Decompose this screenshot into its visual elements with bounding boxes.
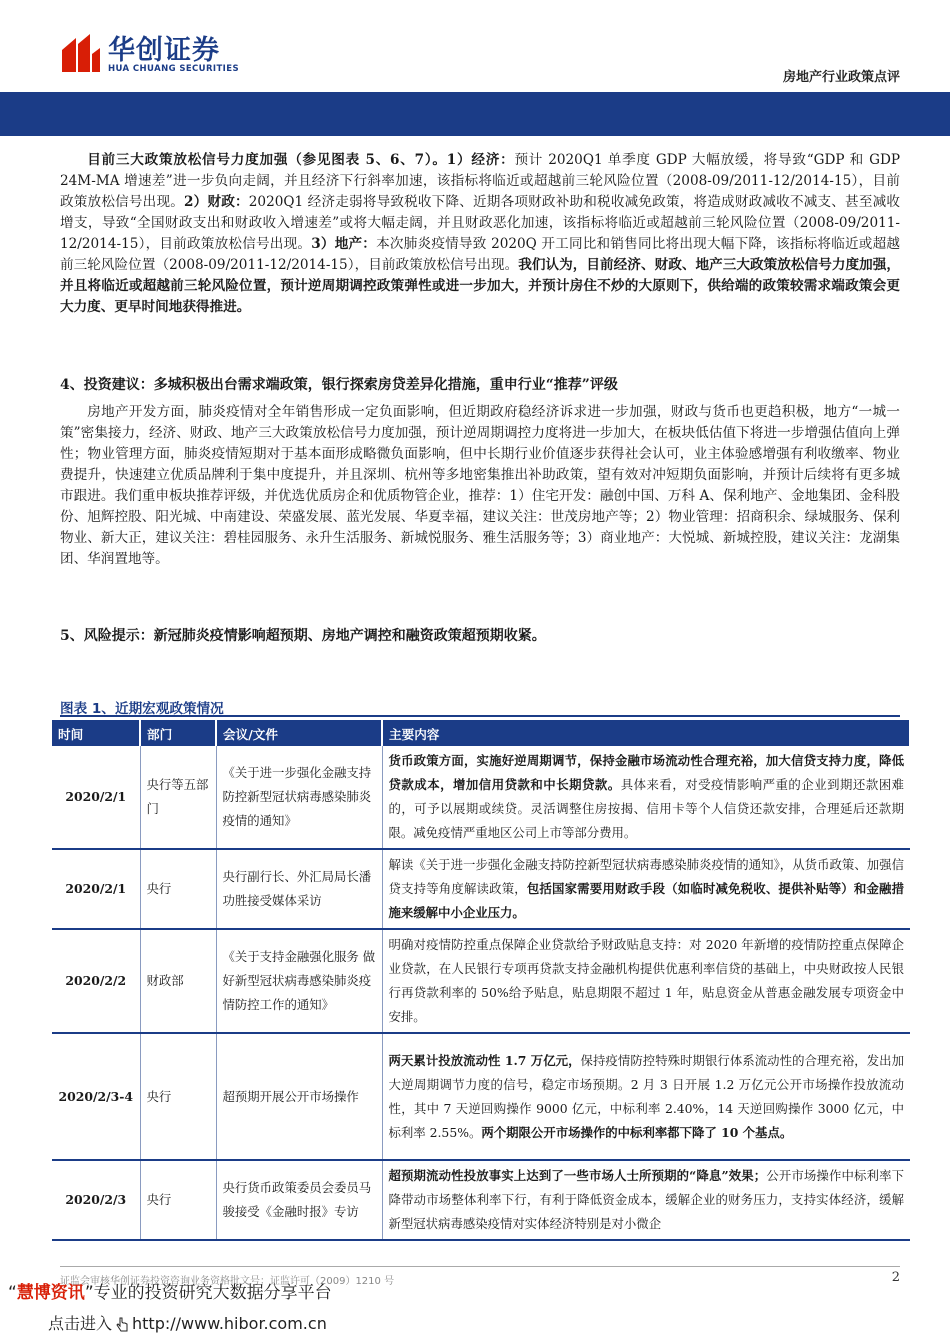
p1-s3: 2）财政： bbox=[184, 194, 249, 210]
footer-regulatory-note: 证监会审核华创证券投资咨询业务资格批文号：证监许可（2009）1210 号 bbox=[60, 1276, 395, 1287]
table-row bbox=[52, 1160, 910, 1240]
row-dept: 央行等五部门 bbox=[140, 746, 216, 849]
row-date: 2020/2/3-4 bbox=[52, 1033, 140, 1160]
table-title: 图表 1、近期宏观政策情况 bbox=[60, 697, 900, 717]
row-doc: 《关于支持金融强化服务 做好新型冠状病毒感染肺炎疫情防控工作的通知》 bbox=[216, 929, 382, 1033]
row-dept: 央行 bbox=[140, 1160, 216, 1240]
header-band bbox=[0, 92, 950, 136]
row-content: 明确对疫情防控重点保障企业贷款给予财政贴息支持：对 2020 年新增的疫情防控重点保障企业贷款，在人民银行专项再贷款支持金融机构提供优惠利率信贷的基础上，中央财政按人民银行再贷款利率的 50%给予贴息，贴息期限不超过 1 年，贴息资金从普惠金融发展专项资金中安排。 bbox=[382, 929, 910, 1033]
report-type: 房地产行业政策点评 bbox=[782, 70, 900, 85]
row-content-bold: 超预期流动性投放事实上达到了一些市场人士所预期的“降息”效果； bbox=[388, 1168, 767, 1183]
col-header-dept: 部门 bbox=[140, 720, 216, 746]
row-content-bold: 两天累计投放流动性 1.7 万亿元， bbox=[388, 1052, 581, 1068]
row-content bbox=[382, 1033, 910, 1160]
section-4-heading: 4、投资建议：多城积极出台需求端政策，银行探索房贷差异化措施，重申行业“推荐”评级 bbox=[60, 377, 618, 393]
page-header bbox=[0, 0, 950, 92]
row-content bbox=[382, 849, 910, 929]
row-content-text: 具体来看，对受疫情影响严重的企业到期还款困难的，可予以展期或续贷。灵活调整住房按揭、信用卡等个人信贷还款安排，合理延后还款期限。减免疫情严重地区公司上市等部分费用。 bbox=[388, 777, 905, 840]
row-dept: 央行 bbox=[140, 849, 216, 929]
row-date: 2020/2/1 bbox=[52, 849, 140, 929]
col-header-date: 时间 bbox=[52, 720, 140, 746]
row-content-bold: 货币政策方面，实施好逆周期调节，保持金融市场流动性合理充裕，加大信贷支持力度，降低贷款成本，增加信用贷款和中长期贷款。 bbox=[388, 753, 904, 792]
table-header-row bbox=[52, 720, 910, 746]
row-date: 2020/2/2 bbox=[52, 929, 140, 1033]
col-header-doc: 会议/文件 bbox=[216, 720, 382, 746]
policy-table bbox=[52, 720, 911, 1241]
row-content bbox=[382, 746, 910, 849]
p1-s5: 3）地产： bbox=[311, 236, 377, 252]
page-number: 2 bbox=[891, 1270, 900, 1285]
logo-text-en: HUA CHUANG SECURITIES bbox=[108, 64, 239, 74]
p1-s2: 预计 2020Q1 单季度 GDP 大幅放缓，将导致“GDP 和 GDP 24M-MA 增速差”进一步负向走阔，并且经济下行斜率加速，该指标将临近或超越前三轮风险位置（2008-09/2011-12/2014-15），目前政策放松信号出现。 bbox=[60, 152, 901, 210]
table-row bbox=[52, 746, 910, 849]
row-date: 2020/2/1 bbox=[52, 746, 140, 849]
row-dept: 央行 bbox=[140, 1033, 216, 1160]
row-dept: 财政部 bbox=[140, 929, 216, 1033]
col-header-content: 主要内容 bbox=[382, 720, 910, 746]
row-doc: 《关于进一步强化金融支持防控新型冠状病毒感染肺炎疫情的通知》 bbox=[216, 746, 382, 849]
table-row bbox=[52, 1033, 910, 1160]
footer-divider bbox=[60, 1266, 900, 1267]
wm-url-link[interactable]: http://www.hibor.com.cn bbox=[132, 1314, 327, 1333]
row-content-text: 公开市场操作中标利率下降带动市场整体利率下行，有利于降低资金成本，缓解企业的财务压力，支持实体经济，缓解新型冠状病毒感染疫情对实体经济特别是对小微企 bbox=[388, 1168, 904, 1231]
wm-prefix: 点击进入 bbox=[48, 1314, 113, 1333]
row-date: 2020/2/3 bbox=[52, 1160, 140, 1240]
p1-s7: 我们认为，目前经济、财政、地产三大政策放松信号力度加强，并且将临近或超越前三轮风险位置，预计逆周期调控政策弹性或进一步加大，并预计房住不炒的大原则下，供给端的政策较需求端政策会更大力度、更早时间地获得推进。 bbox=[60, 257, 900, 315]
table-row bbox=[52, 929, 910, 1033]
wm-tagline: 专业的投资研究大数据分享平台 bbox=[93, 1283, 332, 1303]
row-content-bold: 包括国家需要用财政手段（如临时减免税收、提供补贴等）和金融措施来缓解中小企业压力。 bbox=[388, 881, 905, 920]
section-5-heading: 5、风险提示：新冠肺炎疫情影响超预期、房地产调控和融资政策超预期收紧。 bbox=[60, 628, 546, 644]
logo-mark-icon bbox=[60, 30, 102, 76]
wm-brand: 慧博资讯 bbox=[16, 1283, 85, 1303]
wm-quote-close: ” bbox=[84, 1283, 94, 1303]
wm-quote-open: “ bbox=[8, 1283, 17, 1303]
p1-s6: 本次肺炎疫情导致 2020Q 开工同比和销售同比将出现大幅下降，该指标将临近或超越前三轮风险位置（2008-09/2011-12/2014-15），目前政策放松信号出现。 bbox=[60, 236, 900, 273]
watermark-line-1 bbox=[8, 1278, 332, 1303]
row-content-text: 解读《关于进一步强化金融支持防控新型冠状病毒感染肺炎疫情的通知》，从货币政策、加强信贷支持等角度解读政策， bbox=[388, 857, 904, 896]
section-4-body: 房地产开发方面，肺炎疫情对全年销售形成一定负面影响，但近期政府稳经济诉求进一步加强，财政与货币也更趋积极，地方“一城一策”密集接力，经济、财政、地产三大政策放松信号力度加强，预计逆周期调控力度将进一步加大，在板块低估值下将进一步增强估值向上弹性；物业管理方面，肺炎疫情短期对于基本面形成略微负面影响，但中长期行业价值逐步获得社会认可，业主体验感增强有利收缴率、物业费提升，快速建立优质品牌利于集中度提升，并且深圳、杭州等多地密集推出补助政策，望有效对冲短期负面影响，并预计后续将有更多城市跟进。我们重申板块推荐评级，并优选优质房企和优质物管企业，推荐：1）住宅开发：融创中国、万科 A、保利地产、金地集团、金科股份、旭辉控股、阳光城、中南建设、荣盛发展、蓝光发展、华夏幸福，建议关注：世茂房地产等；2）物业管理：招商积余、绿城服务、保利物业、新大正，建议关注：碧桂园服务、永升生活服务、新城悦服务、雅生活服务等；3）商业地产：大悦城、新城控股，建议关注：龙湖集团、华润置地等。 bbox=[60, 404, 900, 567]
table-row bbox=[52, 849, 910, 929]
p1-s1: 目前三大政策放松信号力度加强（参见图表 5、6、7）。1）经济： bbox=[87, 152, 515, 168]
paragraph-policy-signals bbox=[60, 150, 900, 318]
logo-text-cn: 华创证券 bbox=[108, 35, 220, 66]
row-content-text: 保持疫情防控特殊时期银行体系流动性的合理充裕，发出加大逆周期调节力度的信号，稳定市场预期。2 月 3 日开展 1.2 万亿元公开市场操作投放流动性，其中 7 天逆回购操作 9000 亿元，中标利率 2.40%，14 天逆回购操作 3000 亿元，中标利率 2.55%。 bbox=[388, 1052, 905, 1140]
row-content-bold-2: 两个期限公开市场操作的中标利率都下降了 10 个基点。 bbox=[481, 1124, 793, 1140]
hand-cursor-icon bbox=[116, 1317, 128, 1333]
p1-s4: 2020Q1 经济走弱将导致税收下降、近期各项财政补助和税收减免政策，将造成财政减收不减支、甚至减收增支，导致“全国财政支出和财政收入增速差”或将大幅走阔，并且财政恶化加速，该指标将临近或超越前三轮风险位置（2008-09/2011-12/2014-15），目前政策放松信号出现。 bbox=[60, 194, 900, 252]
row-doc: 超预期开展公开市场操作 bbox=[216, 1033, 382, 1160]
row-doc: 央行货币政策委员会委员马骏接受《金融时报》专访 bbox=[216, 1160, 382, 1240]
row-doc: 央行副行长、外汇局局长潘功胜接受媒体采访 bbox=[216, 849, 382, 929]
row-content bbox=[382, 1160, 910, 1240]
watermark-line-2[interactable] bbox=[48, 1311, 327, 1334]
